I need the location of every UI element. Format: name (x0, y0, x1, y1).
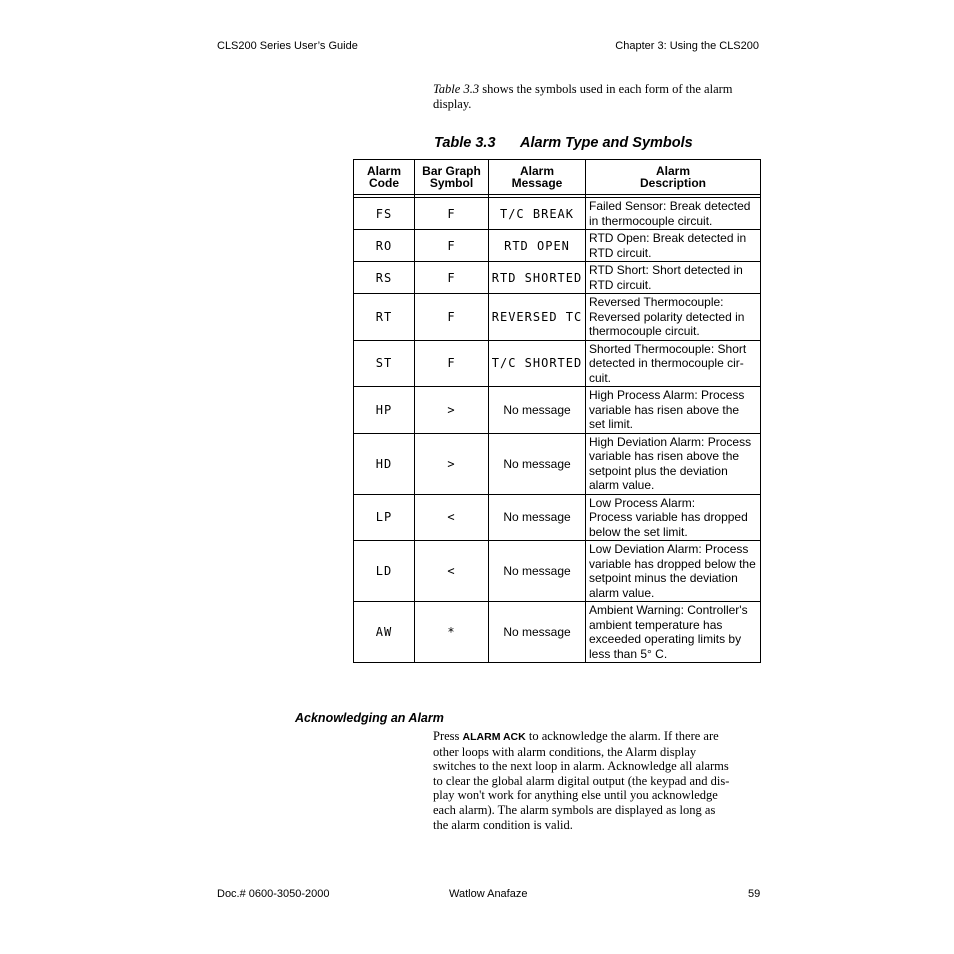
intro-table-ref: Table 3.3 (433, 82, 480, 96)
alarm-code-cell: AW (354, 602, 415, 663)
bar-graph-symbol-cell: < (415, 541, 489, 602)
alarm-code-cell: RT (354, 294, 415, 341)
alarm-description-line: RTD circuit. (589, 277, 652, 292)
table-header-text: Alarm (366, 164, 401, 178)
alarm-description-cell (586, 541, 761, 602)
section-lines (433, 729, 729, 832)
footer-page-number: 59 (748, 888, 761, 900)
alarm-description-line: Reversed Thermocouple: (589, 295, 724, 309)
table-row (354, 602, 761, 663)
alarm-description-line: detected in thermocouple cir- (589, 356, 744, 370)
alarm-description-line: below the set limit. (589, 524, 688, 539)
alarm-description-line: Low Deviation Alarm: Process (589, 542, 749, 556)
intro-paragraph (433, 82, 763, 112)
alarm-description-line: setpoint minus the deviation (589, 571, 738, 585)
alarm-message-cell: No message (489, 433, 586, 494)
section-body-line: the alarm condition is valid. (433, 817, 573, 832)
table-row (354, 541, 761, 602)
alarm-code-cell: LP (354, 494, 415, 541)
table-header-cell (586, 160, 761, 195)
bar-graph-symbol-cell: * (415, 602, 489, 663)
table-header-text: Alarm (655, 164, 690, 178)
table-caption-number: Table 3.3 (434, 135, 496, 151)
alarm-description-line: Reversed polarity detected in (589, 309, 745, 324)
table-row (354, 494, 761, 541)
header-guide-title: CLS200 Series User’s Guide (217, 40, 358, 52)
table-header-text: Symbol (429, 176, 474, 190)
bar-graph-symbol-cell: < (415, 494, 489, 541)
alarm-description-line: variable has risen above the (589, 402, 740, 417)
alarm-message-cell: RTD OPEN (489, 230, 586, 262)
alarm-message-cell: No message (489, 494, 586, 541)
section-body-line: to clear the global alarm digital output (the keypad and dis- (433, 773, 730, 788)
alarm-description-line: in thermocouple circuit. (589, 213, 713, 228)
section-body-line: to acknowledge the alarm. If there are (525, 729, 719, 743)
bar-graph-symbol-cell: F (415, 198, 489, 230)
alarm-description-line: ambient temperature has (589, 617, 723, 632)
bar-graph-symbol-cell: > (415, 433, 489, 494)
section-title: Acknowledging an Alarm (295, 711, 444, 725)
alarm-description-line: variable has risen above the (589, 449, 740, 463)
alarm-description-line: RTD Open: Break detected in (589, 231, 747, 245)
footer-company: Watlow Anafaze (449, 888, 528, 900)
alarm-description-cell (586, 340, 761, 387)
table-header-cell (354, 160, 415, 195)
alarm-message-cell: RTD SHORTED (489, 262, 586, 294)
bar-graph-symbol-cell: > (415, 387, 489, 434)
alarm-description-line: setpoint plus the deviation (589, 463, 728, 478)
header-chapter-title: Chapter 3: Using the CLS200 (615, 40, 759, 52)
table-header-cell (415, 160, 489, 195)
table-row (354, 340, 761, 387)
alarm-description-line: Ambient Warning: Controller's (589, 603, 748, 617)
bar-graph-symbol-cell: F (415, 294, 489, 341)
alarm-description-cell (586, 433, 761, 494)
section-body (433, 729, 763, 832)
alarm-code-cell: RS (354, 262, 415, 294)
alarm-ack-key-label: ALARM ACK (462, 731, 526, 743)
alarm-description-line: RTD circuit. (589, 245, 652, 260)
section-press-text: Press (433, 729, 463, 743)
alarm-description-line: High Deviation Alarm: Process (589, 434, 752, 449)
alarm-message-cell: No message (489, 541, 586, 602)
section-body-line: switches to the next loop in alarm. Acknowledge all alarms (433, 759, 729, 774)
table-body (354, 195, 761, 663)
alarm-description-line: variable has dropped below the (589, 556, 756, 571)
table-caption (434, 135, 693, 151)
alarm-code-cell: RO (354, 230, 415, 262)
alarm-description-line: Shorted Thermocouple: Short (589, 341, 747, 356)
alarm-code-cell: LD (354, 541, 415, 602)
alarm-message-cell: No message (489, 602, 586, 663)
table-row (354, 387, 761, 434)
bar-graph-symbol-cell: F (415, 262, 489, 294)
alarm-description-line: Failed Sensor: Break detected (589, 199, 751, 213)
table-row (354, 433, 761, 494)
alarm-description-cell (586, 602, 761, 663)
alarm-description-line: thermocouple circuit. (589, 324, 700, 338)
alarm-description-cell (586, 262, 761, 294)
alarm-description-line: less than 5° C. (589, 646, 668, 661)
alarm-description-cell (586, 230, 761, 262)
table-header-text: Message (511, 176, 563, 190)
alarm-description-line: exceeded operating limits by (589, 632, 742, 646)
alarm-description-line: set limit. (589, 417, 634, 431)
table-header-text: Alarm (519, 164, 554, 178)
footer-doc-number: Doc.# 0600-3050-2000 (217, 888, 330, 900)
intro-text: shows the symbols used in each form of the alarm display. (433, 82, 733, 111)
section-body-line: play won't work for anything else until you acknowledge (433, 788, 718, 803)
table-header-text: Bar Graph (422, 164, 481, 178)
table-caption-title: Alarm Type and Symbols (520, 135, 693, 151)
alarm-description-cell (586, 198, 761, 230)
table-header-text: Code (369, 176, 399, 190)
table-row (354, 198, 761, 230)
table-header-text: Description (639, 176, 706, 190)
alarm-code-cell: FS (354, 198, 415, 230)
table-row (354, 262, 761, 294)
alarm-description-line: cuit. (589, 370, 612, 385)
alarm-description-line: alarm value. (589, 585, 655, 600)
bar-graph-symbol-cell: F (415, 340, 489, 387)
alarm-description-cell (586, 294, 761, 341)
alarm-message-cell: T/C SHORTED (489, 340, 586, 387)
alarm-code-cell: HP (354, 387, 415, 434)
table-header-cell (489, 160, 586, 195)
alarm-description-cell (586, 387, 761, 434)
alarm-message-cell: T/C BREAK (489, 198, 586, 230)
alarm-description-line: Process variable has dropped (589, 510, 748, 524)
section-body-line: each alarm). The alarm symbols are displayed as long as (433, 802, 716, 817)
alarm-description-line: High Process Alarm: Process (589, 388, 745, 402)
section-body-line: other loops with alarm conditions, the Alarm display (433, 744, 697, 759)
bar-graph-symbol-cell: F (415, 230, 489, 262)
alarm-description-line: alarm value. (589, 478, 655, 492)
table-row (354, 294, 761, 341)
alarm-message-cell: REVERSED TC (489, 294, 586, 341)
alarm-message-cell: No message (489, 387, 586, 434)
alarm-description-line: RTD Short: Short detected in (589, 263, 743, 277)
table-header-row (354, 160, 761, 195)
alarm-table (353, 159, 761, 663)
table-row (354, 230, 761, 262)
alarm-code-cell: ST (354, 340, 415, 387)
alarm-description-cell (586, 494, 761, 541)
alarm-description-line: Low Process Alarm: (589, 495, 696, 510)
alarm-code-cell: HD (354, 433, 415, 494)
